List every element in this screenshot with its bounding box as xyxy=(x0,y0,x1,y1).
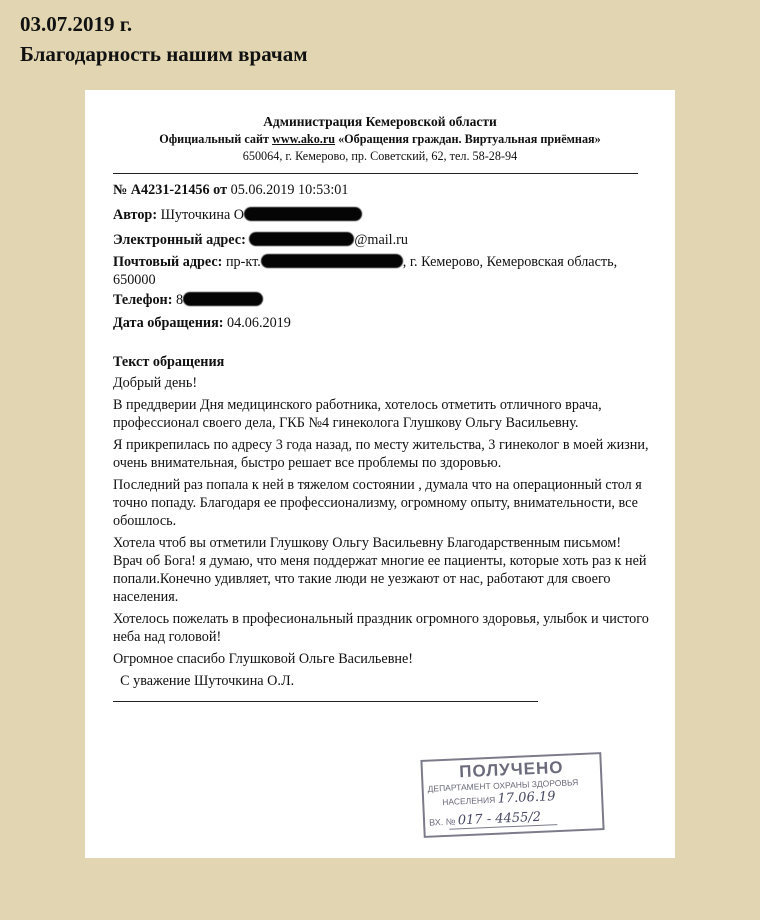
date-label: Дата обращения: xyxy=(113,315,224,331)
postal-index: 650000 xyxy=(113,272,156,288)
scanned-letter xyxy=(85,90,675,858)
received-stamp xyxy=(420,752,604,838)
email-redaction xyxy=(249,232,354,246)
author-value: Шуточкина О xyxy=(160,207,245,223)
body-line: населения. xyxy=(113,589,179,605)
date-value: 04.06.2019 xyxy=(227,315,291,331)
phone-row xyxy=(113,290,263,310)
body-line: неба над головой! xyxy=(113,629,222,645)
body-line: Врач об Бога! я думаю, что меня поддержат многие ее пациенты, которые хоть раз к ней xyxy=(113,553,647,569)
number-date: 05.06.2019 10:53:01 xyxy=(230,182,349,198)
header-title: Благодарность нашим врачам xyxy=(20,42,308,66)
body-line: Я прикрепилась по адресу 3 года назад, по месту жительства, 3 гинеколог в моей жизни, xyxy=(113,437,649,453)
stamp-received-date: 17.06.19 xyxy=(497,789,556,807)
email-row xyxy=(113,230,408,250)
from-word: от xyxy=(213,182,228,198)
phone-label: Телефон: xyxy=(113,292,173,308)
stamp-in-number: 017 - 4455/2 xyxy=(457,809,542,829)
email-value: @mail.ru xyxy=(354,232,408,248)
signature-line: С уважение Шуточкина О.Л. xyxy=(113,673,295,689)
body-line: В преддверии Дня медицинского работника, хотелось отметить отличного врача, xyxy=(113,397,602,413)
body-line: Хотелось пожелать в професиональный праздник огромного здоровья, улыбок и чистого xyxy=(113,611,649,627)
author-redaction xyxy=(244,207,362,221)
body-line: Добрый день! xyxy=(113,375,198,391)
site-url: www.ako.ru xyxy=(272,132,336,146)
stamp-in-label: ВХ. № xyxy=(428,816,456,828)
body-line: Хотела чтоб вы отметили Глушкову Ольгу Васильевну Благодарственным письмом! xyxy=(113,535,622,551)
body-line: очень внимательная, быстро решает все проблемы по здоровью. xyxy=(113,455,502,471)
letterhead-address: 650064, г. Кемерово, пр. Советский, 62, тел. 58-28-94 xyxy=(242,149,518,163)
email-label: Электронный адрес: xyxy=(113,232,246,248)
number-label: № А4231-21456 xyxy=(113,182,210,198)
postal-label: Почтовый адрес: xyxy=(113,254,223,270)
postal-prefix: пр-кт. xyxy=(225,254,261,270)
header-date: 03.07.2019 г. xyxy=(20,12,133,36)
postal-suffix: , г. Кемерово, Кемеровская область, xyxy=(402,254,618,270)
appeal-number xyxy=(113,180,348,200)
body-line: обошлось. xyxy=(113,513,177,529)
site-suffix: «Обращения граждан. Виртуальная приёмная» xyxy=(335,132,601,146)
date-row xyxy=(113,313,291,333)
body-line: Последний раз попала к ней в тяжелом состоянии , думала что на операционный стол я xyxy=(113,477,642,493)
author-label: Автор: xyxy=(113,207,158,223)
site-prefix: Официальный сайт xyxy=(159,132,273,146)
stamp-population: НАСЕЛЕНИЯ xyxy=(442,794,496,808)
bottom-divider xyxy=(113,701,538,702)
phone-redaction xyxy=(183,292,263,306)
stamp-dept: ДЕПАРТАМЕНТ ОХРАНЫ ЗДОРОВЬЯ xyxy=(427,777,579,794)
top-divider xyxy=(113,173,638,174)
postal-row xyxy=(113,252,617,272)
postal-redaction xyxy=(261,254,403,268)
body-line: профессионал своего дела, ГКБ №4 гинеколога Глушкову Ольгу Васильевну. xyxy=(113,415,579,431)
body-heading: Текст обращения xyxy=(113,354,225,370)
author-row xyxy=(113,205,362,225)
letterhead-org: Администрация Кемеровской области xyxy=(263,114,497,129)
body-line: Огромное спасибо Глушковой Ольге Васильевне! xyxy=(113,651,414,667)
stamp-title: ПОЛУЧЕНО xyxy=(458,757,564,782)
body-line: точно попаду. Благодаря ее профессионализму, огромному опыту, внимательности, все xyxy=(113,495,638,511)
phone-value: 8 xyxy=(176,292,184,308)
body-line: попали.Конечно удивляет, что такие люди не уезжают от нас, работают для своего xyxy=(113,571,611,587)
